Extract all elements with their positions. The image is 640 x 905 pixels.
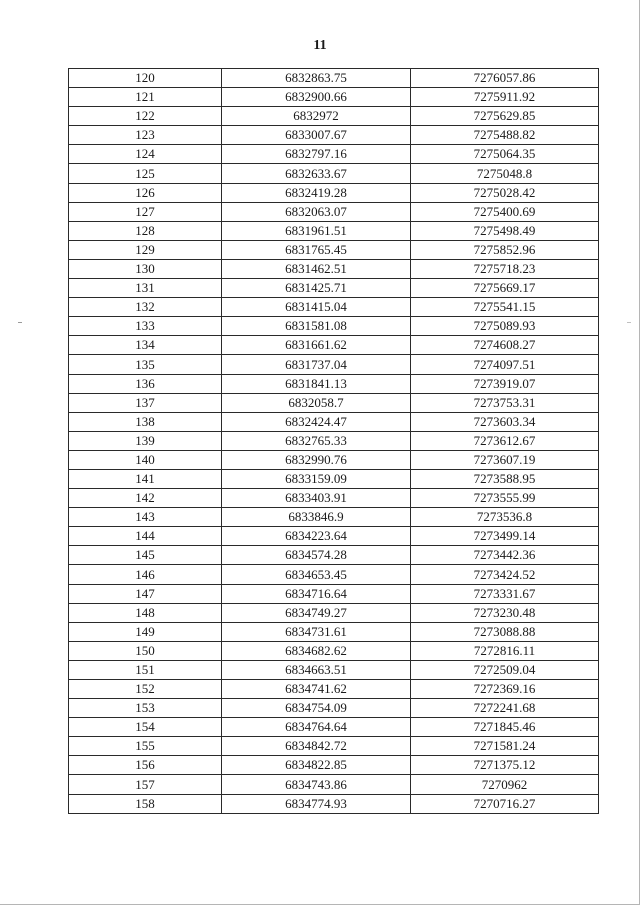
point-number-cell: 139 xyxy=(69,431,222,450)
point-number-cell: 148 xyxy=(69,603,222,622)
y-coordinate-cell: 7273612.67 xyxy=(411,431,599,450)
point-number-cell: 155 xyxy=(69,737,222,756)
point-number-cell: 143 xyxy=(69,508,222,527)
y-coordinate-cell: 7275718.23 xyxy=(411,259,599,278)
table-row xyxy=(69,221,599,240)
table-row xyxy=(69,126,599,145)
y-coordinate-cell: 7273919.07 xyxy=(411,374,599,393)
y-coordinate-cell: 7273424.52 xyxy=(411,565,599,584)
margin-mark-left xyxy=(18,322,22,323)
x-coordinate-cell: 6834822.85 xyxy=(222,756,411,775)
table-row xyxy=(69,450,599,469)
point-number-cell: 123 xyxy=(69,126,222,145)
x-coordinate-cell: 6832419.28 xyxy=(222,183,411,202)
y-coordinate-cell: 7275028.42 xyxy=(411,183,599,202)
x-coordinate-cell: 6834682.62 xyxy=(222,641,411,660)
y-coordinate-cell: 7273555.99 xyxy=(411,489,599,508)
point-number-cell: 151 xyxy=(69,660,222,679)
table-row xyxy=(69,202,599,221)
x-coordinate-cell: 6831581.08 xyxy=(222,317,411,336)
y-coordinate-cell: 7275048.8 xyxy=(411,164,599,183)
table-row xyxy=(69,737,599,756)
x-coordinate-cell: 6831661.62 xyxy=(222,336,411,355)
table-row xyxy=(69,508,599,527)
x-coordinate-cell: 6834774.93 xyxy=(222,794,411,813)
y-coordinate-cell: 7273588.95 xyxy=(411,469,599,488)
point-number-cell: 156 xyxy=(69,756,222,775)
point-number-cell: 120 xyxy=(69,69,222,88)
table-row xyxy=(69,298,599,317)
point-number-cell: 150 xyxy=(69,641,222,660)
y-coordinate-cell: 7271845.46 xyxy=(411,718,599,737)
table-row xyxy=(69,431,599,450)
point-number-cell: 147 xyxy=(69,584,222,603)
table-row xyxy=(69,603,599,622)
x-coordinate-cell: 6834743.86 xyxy=(222,775,411,794)
y-coordinate-cell: 7272509.04 xyxy=(411,660,599,679)
table-row xyxy=(69,259,599,278)
table-row xyxy=(69,775,599,794)
y-coordinate-cell: 7275064.35 xyxy=(411,145,599,164)
point-number-cell: 133 xyxy=(69,317,222,336)
table-row xyxy=(69,145,599,164)
table-row xyxy=(69,718,599,737)
y-coordinate-cell: 7275541.15 xyxy=(411,298,599,317)
point-number-cell: 129 xyxy=(69,240,222,259)
y-coordinate-cell: 7272816.11 xyxy=(411,641,599,660)
x-coordinate-cell: 6832058.7 xyxy=(222,393,411,412)
x-coordinate-cell: 6834574.28 xyxy=(222,546,411,565)
x-coordinate-cell: 6833159.09 xyxy=(222,469,411,488)
point-number-cell: 158 xyxy=(69,794,222,813)
y-coordinate-cell: 7275629.85 xyxy=(411,107,599,126)
x-coordinate-cell: 6831462.51 xyxy=(222,259,411,278)
point-number-cell: 132 xyxy=(69,298,222,317)
point-number-cell: 149 xyxy=(69,622,222,641)
point-number-cell: 140 xyxy=(69,450,222,469)
point-number-cell: 141 xyxy=(69,469,222,488)
table-row xyxy=(69,489,599,508)
x-coordinate-cell: 6834741.62 xyxy=(222,680,411,699)
point-number-cell: 153 xyxy=(69,699,222,718)
x-coordinate-cell: 6831841.13 xyxy=(222,374,411,393)
x-coordinate-cell: 6832633.67 xyxy=(222,164,411,183)
y-coordinate-cell: 7276057.86 xyxy=(411,69,599,88)
table-row xyxy=(69,393,599,412)
point-number-cell: 121 xyxy=(69,88,222,107)
y-coordinate-cell: 7275498.49 xyxy=(411,221,599,240)
y-coordinate-cell: 7275911.92 xyxy=(411,88,599,107)
point-number-cell: 131 xyxy=(69,279,222,298)
point-number-cell: 130 xyxy=(69,259,222,278)
y-coordinate-cell: 7275400.69 xyxy=(411,202,599,221)
point-number-cell: 134 xyxy=(69,336,222,355)
x-coordinate-cell: 6831961.51 xyxy=(222,221,411,240)
x-coordinate-cell: 6832424.47 xyxy=(222,412,411,431)
point-number-cell: 135 xyxy=(69,355,222,374)
y-coordinate-cell: 7273753.31 xyxy=(411,393,599,412)
y-coordinate-cell: 7273607.19 xyxy=(411,450,599,469)
point-number-cell: 124 xyxy=(69,145,222,164)
y-coordinate-cell: 7275669.17 xyxy=(411,279,599,298)
x-coordinate-cell: 6834842.72 xyxy=(222,737,411,756)
y-coordinate-cell: 7270962 xyxy=(411,775,599,794)
x-coordinate-cell: 6833007.67 xyxy=(222,126,411,145)
table-row xyxy=(69,88,599,107)
y-coordinate-cell: 7275089.93 xyxy=(411,317,599,336)
point-number-cell: 146 xyxy=(69,565,222,584)
y-coordinate-cell: 7275852.96 xyxy=(411,240,599,259)
point-number-cell: 142 xyxy=(69,489,222,508)
x-coordinate-cell: 6834223.64 xyxy=(222,527,411,546)
y-coordinate-cell: 7273442.36 xyxy=(411,546,599,565)
point-number-cell: 125 xyxy=(69,164,222,183)
y-coordinate-cell: 7271581.24 xyxy=(411,737,599,756)
x-coordinate-cell: 6832900.66 xyxy=(222,88,411,107)
table-row xyxy=(69,794,599,813)
point-number-cell: 128 xyxy=(69,221,222,240)
table-row xyxy=(69,527,599,546)
point-number-cell: 144 xyxy=(69,527,222,546)
y-coordinate-cell: 7273603.34 xyxy=(411,412,599,431)
x-coordinate-cell: 6831765.45 xyxy=(222,240,411,259)
point-number-cell: 154 xyxy=(69,718,222,737)
table-row xyxy=(69,355,599,374)
x-coordinate-cell: 6834663.51 xyxy=(222,660,411,679)
point-number-cell: 145 xyxy=(69,546,222,565)
table-row xyxy=(69,469,599,488)
point-number-cell: 126 xyxy=(69,183,222,202)
y-coordinate-cell: 7274097.51 xyxy=(411,355,599,374)
table-row xyxy=(69,317,599,336)
table-row xyxy=(69,279,599,298)
point-number-cell: 127 xyxy=(69,202,222,221)
table-row xyxy=(69,240,599,259)
coordinates-table xyxy=(68,68,599,814)
table-row xyxy=(69,565,599,584)
x-coordinate-cell: 6833403.91 xyxy=(222,489,411,508)
x-coordinate-cell: 6832765.33 xyxy=(222,431,411,450)
table-row xyxy=(69,660,599,679)
y-coordinate-cell: 7270716.27 xyxy=(411,794,599,813)
table-row xyxy=(69,641,599,660)
table-row xyxy=(69,699,599,718)
table-row xyxy=(69,183,599,202)
table-row xyxy=(69,680,599,699)
table-row xyxy=(69,412,599,431)
point-number-cell: 152 xyxy=(69,680,222,699)
y-coordinate-cell: 7273536.8 xyxy=(411,508,599,527)
point-number-cell: 137 xyxy=(69,393,222,412)
x-coordinate-cell: 6834716.64 xyxy=(222,584,411,603)
x-coordinate-cell: 6834653.45 xyxy=(222,565,411,584)
x-coordinate-cell: 6832797.16 xyxy=(222,145,411,164)
x-coordinate-cell: 6832990.76 xyxy=(222,450,411,469)
point-number-cell: 157 xyxy=(69,775,222,794)
x-coordinate-cell: 6832972 xyxy=(222,107,411,126)
point-number-cell: 138 xyxy=(69,412,222,431)
x-coordinate-cell: 6834749.27 xyxy=(222,603,411,622)
x-coordinate-cell: 6831425.71 xyxy=(222,279,411,298)
x-coordinate-cell: 6834754.09 xyxy=(222,699,411,718)
y-coordinate-cell: 7272369.16 xyxy=(411,680,599,699)
point-number-cell: 122 xyxy=(69,107,222,126)
x-coordinate-cell: 6832863.75 xyxy=(222,69,411,88)
y-coordinate-cell: 7272241.68 xyxy=(411,699,599,718)
table-row xyxy=(69,336,599,355)
table-row xyxy=(69,107,599,126)
table-row xyxy=(69,756,599,775)
x-coordinate-cell: 6831737.04 xyxy=(222,355,411,374)
y-coordinate-cell: 7274608.27 xyxy=(411,336,599,355)
x-coordinate-cell: 6833846.9 xyxy=(222,508,411,527)
table-row xyxy=(69,584,599,603)
table-row xyxy=(69,622,599,641)
table-row xyxy=(69,546,599,565)
table-row xyxy=(69,69,599,88)
x-coordinate-cell: 6831415.04 xyxy=(222,298,411,317)
y-coordinate-cell: 7273088.88 xyxy=(411,622,599,641)
margin-mark-right xyxy=(627,322,631,323)
x-coordinate-cell: 6834764.64 xyxy=(222,718,411,737)
table-row xyxy=(69,164,599,183)
point-number-cell: 136 xyxy=(69,374,222,393)
page-number: 11 xyxy=(313,38,327,53)
y-coordinate-cell: 7273230.48 xyxy=(411,603,599,622)
x-coordinate-cell: 6834731.61 xyxy=(222,622,411,641)
coordinates-table-body xyxy=(69,69,599,814)
y-coordinate-cell: 7273499.14 xyxy=(411,527,599,546)
table-row xyxy=(69,374,599,393)
y-coordinate-cell: 7271375.12 xyxy=(411,756,599,775)
x-coordinate-cell: 6832063.07 xyxy=(222,202,411,221)
y-coordinate-cell: 7273331.67 xyxy=(411,584,599,603)
y-coordinate-cell: 7275488.82 xyxy=(411,126,599,145)
